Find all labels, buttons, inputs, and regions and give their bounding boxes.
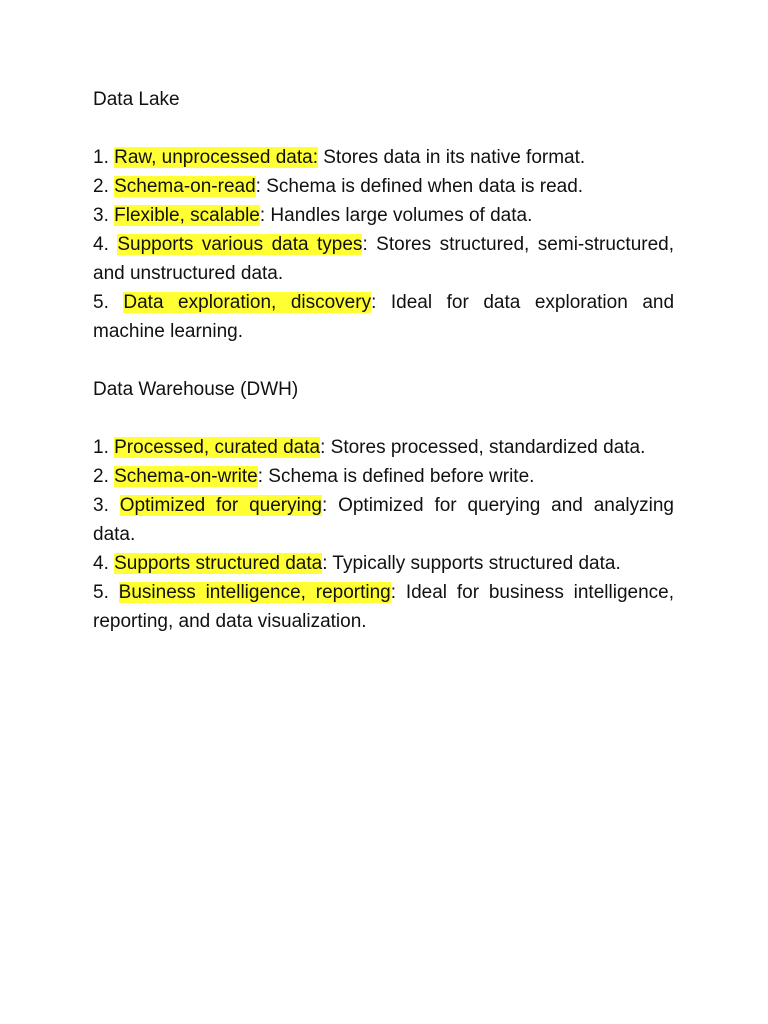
item-number: 2. [93, 176, 115, 197]
highlighted-term: Schema-on-read [114, 176, 256, 197]
item-number: 1. [93, 147, 115, 168]
list-item [93, 288, 674, 346]
list-item [93, 462, 674, 491]
highlighted-term: Supports various data types [117, 234, 363, 255]
item-number: 1. [93, 437, 115, 458]
highlighted-term: Raw, unprocessed data: [114, 147, 318, 168]
section-heading-data-warehouse: Data Warehouse (DWH) [93, 379, 299, 400]
highlighted-term: Business intelligence, reporting [118, 582, 391, 603]
item-description: : Ideal for business intelligence, reporting, and data visualization. [93, 582, 674, 632]
list-item [93, 578, 674, 636]
list-item [93, 230, 674, 288]
highlighted-term: Supports structured data [114, 553, 323, 574]
item-number: 3. [93, 205, 115, 226]
item-number: 3. [93, 495, 120, 516]
item-description: : Handles large volumes of data. [259, 205, 533, 226]
blank-line [93, 404, 674, 433]
item-number: 4. [93, 553, 115, 574]
item-description: : Ideal for data exploration and machine learning. [93, 292, 675, 342]
highlighted-term: Data exploration, discovery [123, 292, 372, 313]
item-description: : Schema is defined before write. [257, 466, 535, 487]
item-number: 4. [93, 234, 118, 255]
item-description: : Schema is defined when data is read. [255, 176, 584, 197]
highlighted-term: Processed, curated data [114, 437, 321, 458]
section-heading-data-lake: Data Lake [93, 89, 180, 110]
list-item [93, 433, 674, 462]
item-description: : Optimized for querying and analyzing data. [93, 495, 674, 545]
item-number: 5. [93, 292, 124, 313]
item-description: : Typically supports structured data. [322, 553, 621, 574]
highlighted-term: Flexible, scalable [114, 205, 260, 226]
highlighted-term: Optimized for querying [119, 495, 322, 516]
document-page [93, 85, 674, 636]
item-description: Stores data in its native format. [317, 147, 586, 168]
list-item [93, 143, 674, 172]
blank-line [93, 114, 674, 143]
item-description: : Stores processed, standardized data. [320, 437, 646, 458]
item-number: 2. [93, 466, 115, 487]
list-item [93, 491, 674, 549]
list-item [93, 172, 674, 201]
blank-line [93, 346, 674, 375]
list-item [93, 201, 674, 230]
highlighted-term: Schema-on-write [114, 466, 258, 487]
list-item [93, 549, 674, 578]
item-description: : Stores structured, semi-structured, and unstructured data. [93, 234, 675, 284]
item-number: 5. [93, 582, 119, 603]
